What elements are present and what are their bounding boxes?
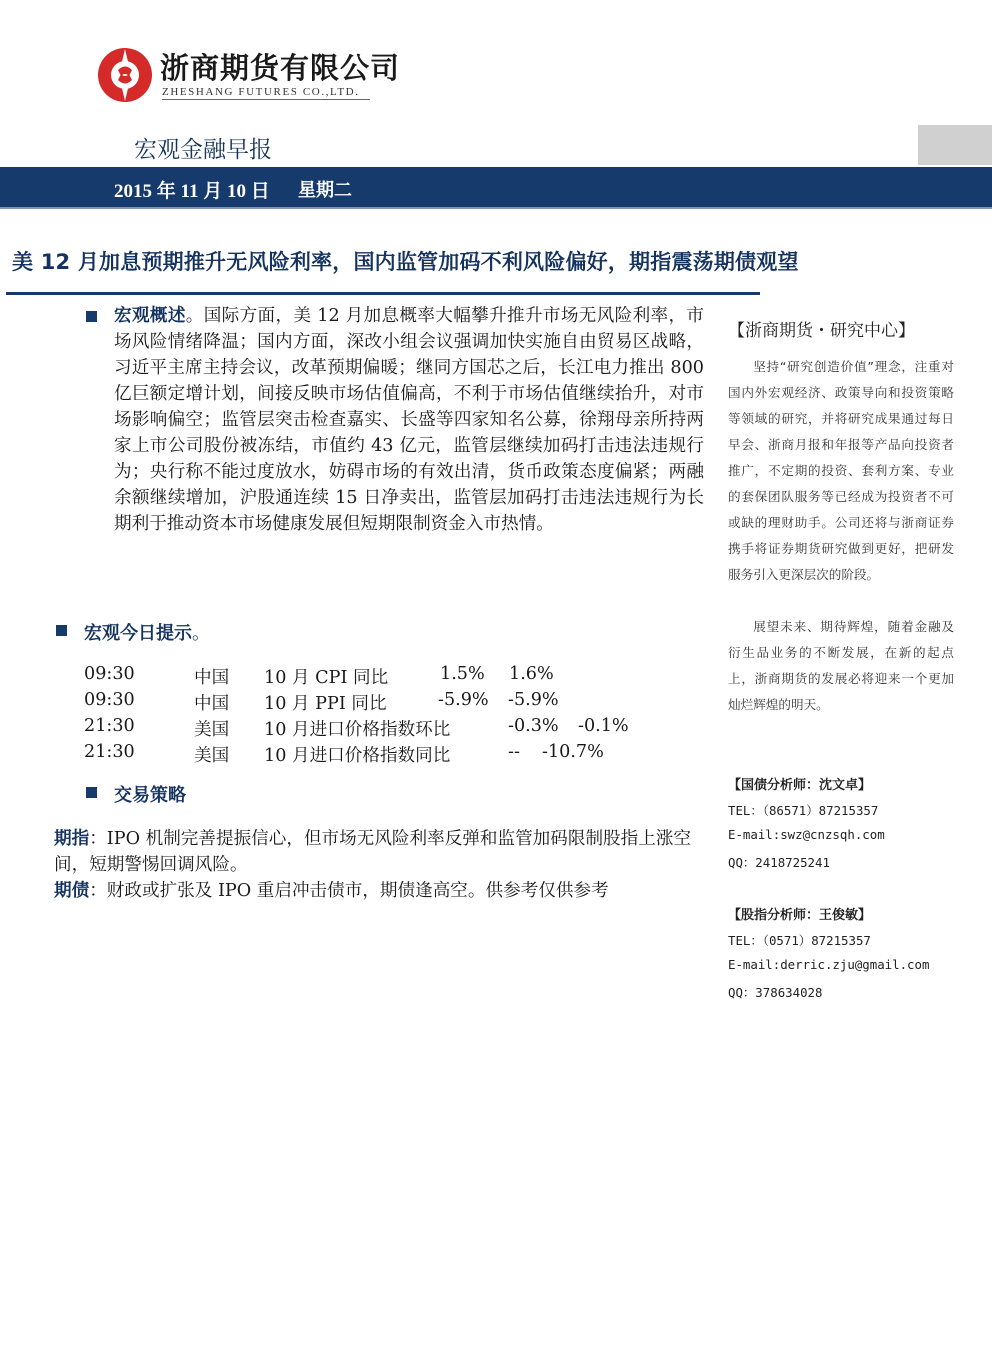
event-forecast: 1.6% [509,664,554,684]
report-weekday: 星期二 [298,180,352,201]
event-previous: -5.9% [438,690,489,710]
headline-divider [6,292,760,295]
header-corner-block [918,125,992,165]
event-indicator: 10 月进口价格指数同比 [264,746,451,766]
analyst-bond-email: E-mail:swz@cnzsqh.com [728,827,885,842]
sidebar-outlook: 展望未来、期待辉煌，随着金融及衍生品业务的不断发展，在新的起点上，浙商期货的发展必将迎来一个更加灿烂辉煌的明天。 [728,619,954,712]
company-name-en: ZHESHANG FUTURES CO.,LTD. [162,86,360,98]
analyst-index-email: E-mail:derric.zju@gmail.com [728,957,930,972]
calendar-heading-text: 宏观今日提示 [84,623,192,644]
event-previous: -- [508,742,520,762]
strategy-label: 期指 [54,829,90,849]
macro-overview [114,303,704,537]
analyst-index-qq: QQ：378634028 [728,985,823,1000]
bullet-square-icon [86,311,97,322]
overview-label: 宏观概述 [114,306,186,326]
strategy-item [54,826,706,878]
event-country: 美国 [194,746,230,766]
logo-divider [162,99,370,100]
bullet-square-icon [86,787,97,798]
strategy-text: ：财政或扩张及 IPO 重启冲击债市，期债逢高空。供参考仅供参考 [89,881,609,901]
event-country: 美国 [194,720,230,740]
event-indicator: 10 月 PPI 同比 [264,694,387,714]
analyst-bond-qq: QQ：2418725241 [728,855,830,870]
event-time: 09:30 [84,664,135,684]
company-name-cn: 浙商期货有限公司 [160,51,401,85]
event-previous: -0.3% [508,716,559,736]
event-forecast: -5.9% [508,690,559,710]
calendar-heading [84,619,210,645]
event-time: 09:30 [84,690,135,710]
event-indicator: 10 月 CPI 同比 [264,668,389,688]
analyst-bond-tel: TEL：（86571）87215357 [728,803,879,818]
event-time: 21:30 [84,716,135,736]
sidebar-intro: 坚持“研究创造价值”理念，注重对国内外宏观经济、政策导向和投资策略等领域的研究，并将研究成果通过每日早会、浙商月报和年报等产品向投资者推广，不定期的投资、套利方案、专业的套保团队服务等已经成为投资者不可或缺的理财助手。公司还将与浙商证券携手将证券期货研究做到更好，把研发服务引入更深层次的阶段。 [728,359,954,582]
strategy-text: ：IPO 机制完善提振信心，但市场无风险利率反弹和监管加码限制股指上涨空间，短期警惕回调风险。 [54,829,692,875]
event-country: 中国 [194,694,230,714]
analyst-bond-heading: 【国债分析师：沈文卓】 [728,778,872,793]
overview-text: 。国际方面，美 12 月加息概率大幅攀升推升市场无风险利率，市场风险情绪降温；国内方面，深改小组会议强调加快实施自由贸易区战略，习近平主席主持会议，改革预期偏暖；继同方国芯之后，长江电力推出 800 亿巨额定增计划，间接反映市场估值偏高，不利于市场估值继续抬升，对市场影响偏空；监管层突击检查嘉实、长盛等四家知名公募，徐翔母亲所持两家上市公司股份被冻结，市值约 43 亿元，监管层继续加码打击违法违规行为；央行称不能过度放水，妨碍市场的有效出清，货币政策态度偏紧；两融余额继续增加，沪股通连续 15 日净卖出，监管层加码打击违法违规行为长期利于推动资本市场健康发展但短期限制资金入市热情。 [114,306,704,534]
zheshang-logo-icon [96,46,154,104]
report-date: 2015 年 11 月 10 日 [114,181,270,202]
sidebar-title: 【浙商期货・研究中心】 [728,321,915,341]
event-forecast: -0.1% [578,716,629,736]
strategy-item [54,878,706,904]
analyst-index-heading: 【股指分析师：王俊敏】 [728,908,872,923]
event-indicator: 10 月进口价格指数环比 [264,720,451,740]
strategy-label: 期债 [54,881,90,901]
event-previous: 1.5% [440,664,485,684]
report-title: 宏观金融早报 [134,137,272,163]
headline: 美 12 月加息预期推升无风险利率，国内监管加码不利风险偏好，期指震荡期债观望 [12,250,799,274]
event-country: 中国 [194,668,230,688]
event-forecast: -10.7% [542,742,604,762]
strategy-heading: 交易策略 [114,785,186,806]
bullet-square-icon [56,625,67,636]
analyst-index-tel: TEL：（0571）87215357 [728,933,871,948]
event-time: 21:30 [84,742,135,762]
calendar-heading-suffix: 。 [192,623,210,644]
trading-strategy [54,826,706,904]
